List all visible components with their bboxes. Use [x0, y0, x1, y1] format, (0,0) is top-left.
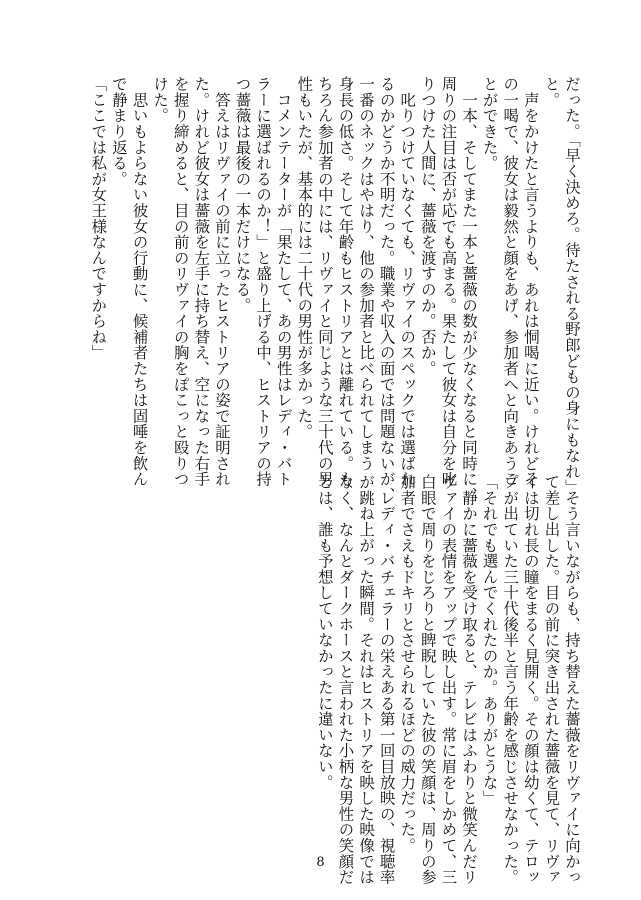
- lower-text-line: 静かに薔薇を受け取ると、テレビはふわりと微笑んだリ: [460, 474, 479, 885]
- upper-text-line: た。けれど彼女は薔薇を左手に持ち替え、空になった右手: [192, 76, 211, 487]
- lower-text-line: イは切れ長の瞳をまるく見開く。その顔は幼くて、テロッ: [521, 474, 540, 885]
- upper-text-line: けた。: [151, 76, 170, 124]
- lower-text-line: が跳ね上がった瞬間。それはヒストリアを映した映像では: [357, 474, 376, 885]
- upper-text-line: 周りの注目は否が応でも高まる。果たして彼女は自分を叱: [439, 76, 458, 487]
- upper-text-line: 一本、そしてまた一本と薔薇の数が少なくなると同時に、: [460, 76, 479, 503]
- upper-text-line: とができた。: [480, 76, 499, 171]
- lower-text-line: 「それでも選んでくれたのか。ありがとうな」: [480, 474, 499, 806]
- lower-text-line: そう言いながらも、持ち替えた薔薇をリヴァイに向かっ: [563, 474, 581, 885]
- lower-text-line: なく、なんとダークホースと言われた小柄な男性の笑顔だ: [336, 474, 355, 885]
- lower-text-line: プが出ていた三十代後半と言う年齢を感じさせなかった。: [501, 474, 520, 885]
- upper-text-line: 答えはリヴァイの前に立ったヒストリアの姿で証明され: [212, 76, 231, 487]
- upper-text-line: と。: [542, 76, 561, 108]
- page-number: 8: [316, 855, 325, 870]
- upper-text-line: で静まり返る。: [109, 76, 128, 187]
- lower-text-line: て差し出した。目の前に突き出された薔薇を見て、リヴァ: [542, 474, 561, 885]
- upper-text-line: コメンテーターが「果たして、あの男性はレディ・バト: [274, 76, 293, 487]
- lower-text-line: ヴァイの表情をアップで映し出す。常に眉をしかめて、三: [439, 474, 458, 885]
- lower-text-line: 白眼で周りをじろりと睥睨していた彼の笑顔は、周りの参: [418, 474, 437, 885]
- lower-text-line: 加者でさえもドキリとさせられるほどの威力だった。: [398, 474, 417, 854]
- upper-text-block: [67, 76, 582, 503]
- upper-text-line: 一番のネックはやはり、他の参加者と比べられてしまう: [357, 76, 376, 471]
- upper-text-line: の一喝で、彼女は毅然と顔をあげ、参加者へと向きあうこ: [501, 76, 520, 487]
- lower-text-line: とは、誰も予想していなかったに違いない。: [315, 474, 334, 790]
- upper-text-line: つ薔薇は最後の一本だけになる。: [233, 76, 252, 313]
- upper-text-line: ちろん参加者の中には、リヴァイと同じような三十代の男: [315, 76, 334, 487]
- lower-text-block: [315, 474, 582, 885]
- upper-text-line: るのかどうか不明だった。職業や収入の面では問題ないが、: [377, 76, 396, 503]
- upper-text-line: 思いもよらない彼女の行動に、候補者たちは固唾を飲ん: [130, 76, 149, 487]
- upper-text-line: だった。「早く決めろ。待たされる野郎どもの身にもなれ」: [563, 76, 581, 495]
- upper-text-line: 性もいたが、基本的には二十代の男性が多かった。: [295, 76, 314, 440]
- upper-text-line: を握り締めると、目の前のリヴァイの胸をぽこっと殴りつ: [171, 76, 190, 487]
- upper-text-line: 「ここでは私が女王様なんですからね」: [89, 76, 108, 361]
- upper-text-line: りつけた人間に、薔薇を渡すのか。否か。: [418, 76, 437, 377]
- lower-text-line: レディ・バチェラーの栄えある第一回目放映の、視聴率: [377, 474, 396, 885]
- upper-text-line: 身長の低さ。そして年齢もヒストリアとは離れている。も: [336, 76, 355, 487]
- upper-text-line: ラーに選ばれるのか！」と盛り上げる中、ヒストリアの持: [254, 76, 273, 487]
- upper-text-line: 叱りつけていなくても、リヴァイのスペックでは選ばれ: [398, 76, 417, 487]
- upper-text-line: 声をかけたと言うよりも、あれは恫喝に近い。けれどそ: [521, 76, 540, 487]
